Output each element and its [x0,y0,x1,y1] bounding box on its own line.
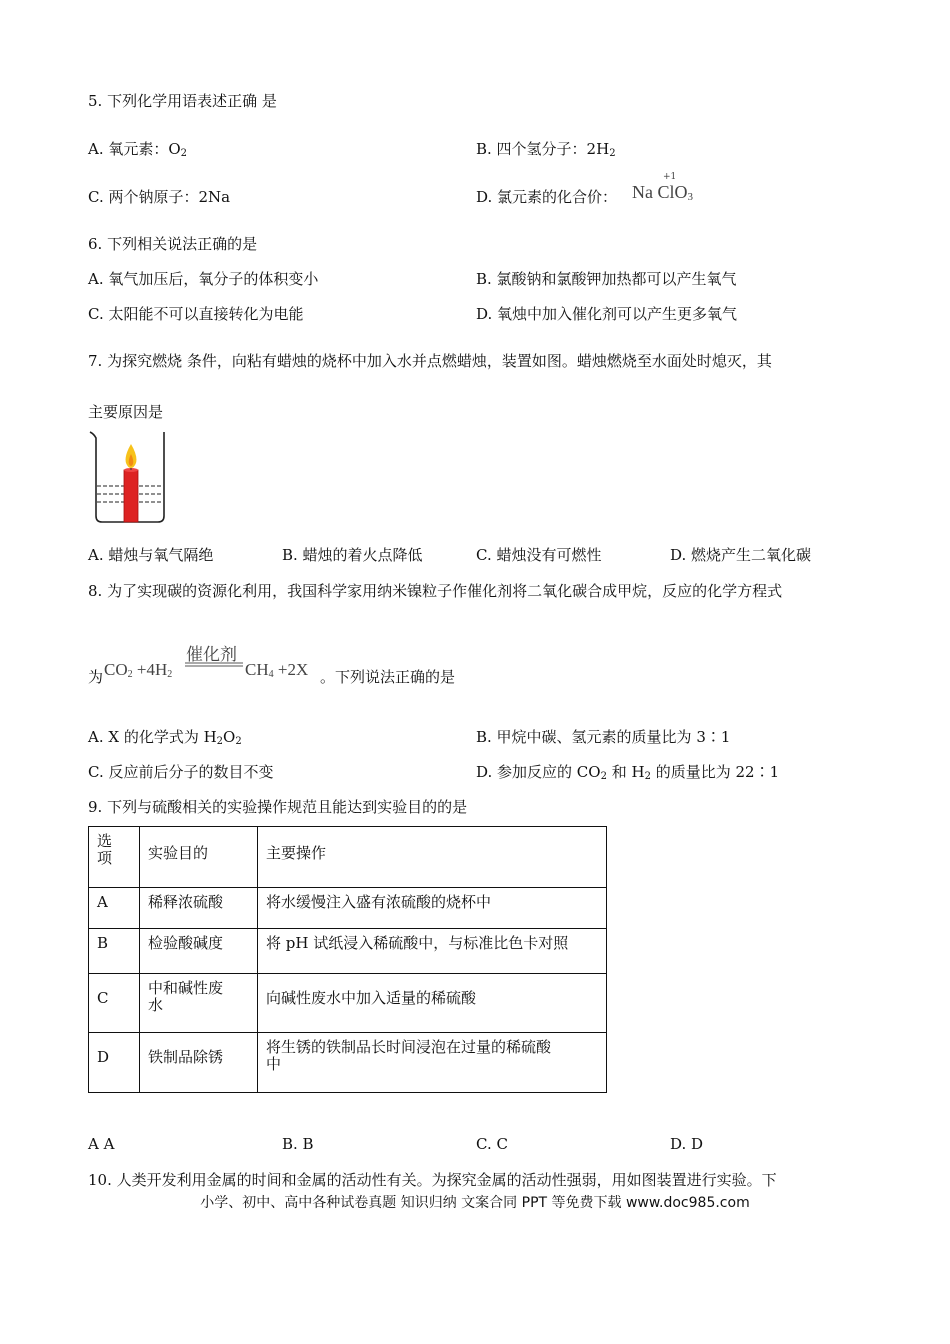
table-cell: C [89,974,140,1033]
table-cell: D [89,1033,140,1093]
q10-stem: 10. 人类开发利用金属的时间和金属的活动性有关。为探究金属的活动性强弱，用如图装置进行实验。下 [88,1171,777,1189]
q9-table [88,826,607,1093]
table-cell: A [89,888,140,929]
q5-option-d: D. 氯元素的化合价： [476,188,618,206]
q7-option-b: B. 蜡烛的着火点降低 [282,546,423,564]
q8-option-a: A. X 的化学式为 $H_2O_2$ [88,728,242,747]
table-cell: 铁制品除锈 [140,1033,258,1093]
q6-option-d: D. 氧烛中加入催化剂可以产生更多氧气 [476,305,738,323]
q7-option-d: D. 燃烧产生二氧化碳 [670,546,812,564]
reaction-arrow [185,662,243,668]
q7-option-c: C. 蜡烛没有可燃性 [476,546,602,564]
table-cell: 稀释浓硫酸 [140,888,258,929]
q5-stem: 5. 下列化学用语表述正确 是 [88,92,277,110]
table-header-cell: 选 项 [89,827,140,888]
table-cell: B [89,929,140,974]
q8-stem-line1: 8. 为了实现碳的资源化利用，我国科学家用纳米镍粒子作催化剂将二氧化碳合成甲烷，反应的化学方程式 [88,582,783,600]
q8-equation: 为 $CO_2 +4H_2$ 催化剂 $CH_4 +2X$ 。下列说法正确的是 [88,640,608,700]
table-cell: 向碱性废水中加入适量的稀硫酸 [258,974,607,1033]
catalyst-label: 催化剂 [186,645,237,664]
q6-option-b: B. 氯酸钠和氯酸钾加热都可以产生氧气 [476,270,737,288]
table-cell: 将 pH 试纸浸入稀硫酸中，与标准比色卡对照 [258,929,607,974]
q5-option-c: C. 两个钠原子：2Na [88,188,231,206]
table-row [89,929,607,974]
q9-stem: 9. 下列与硫酸相关的实验操作规范且能达到实验目的的是 [88,798,468,816]
q9-option-d: D. D [670,1135,704,1153]
page-footer: 小学、初中、高中各种试卷真题 知识归纳 文案合同 PPT 等免费下载 www.doc985.com [200,1195,750,1211]
table-cell: 中和碱性废 水 [140,974,258,1033]
table-row [89,974,607,1033]
table-header-cell: 实验目的 [140,827,258,888]
q7-stem-line1: 7. 为探究燃烧 条件，向粘有蜡烛的烧杯中加入水并点燃蜡烛，装置如图。蜡烛燃烧至水面处时熄灭，其 [88,352,772,370]
beaker-candle-figure [86,428,172,526]
q6-option-c: C. 太阳能不可以直接转化为电能 [88,305,304,323]
table-cell: 将水缓慢注入盛有浓硫酸的烧杯中 [258,888,607,929]
q7-stem-line2: 主要原因是 [88,403,164,421]
table-row [89,1033,607,1093]
chlorate-valence-formula: +1 Na ClO$_3$ [632,172,693,203]
q9-option-b: B. B [282,1135,314,1153]
q6-option-a: A. 氧气加压后，氧分子的体积变小 [88,270,319,288]
q8-option-c: C. 反应前后分子的数目不变 [88,763,274,781]
table-cell: 检验酸碱度 [140,929,258,974]
q9-option-a: A A [88,1135,115,1153]
table-cell: 将生锈的铁制品长时间浸泡在过量的稀硫酸 中 [258,1033,607,1093]
q8-option-d: D. 参加反应的 $CO_2$ 和 $H_2$ 的质量比为 22∶1 [476,763,780,782]
q6-stem: 6. 下列相关说法正确的是 [88,235,258,253]
q9-option-c: C. C [476,1135,508,1153]
q7-option-a: A. 蜡烛与氧气隔绝 [88,546,214,564]
q5-option-b: B. 四个氢分子：$2H_2$ [476,140,616,159]
table-header-cell: 主要操作 [258,827,607,888]
q5-option-a: A. 氧元素：$O_2$ [88,140,188,159]
table-header-row [89,827,607,888]
q8-option-b: B. 甲烷中碳、氢元素的质量比为 3∶1 [476,728,731,746]
table-row [89,888,607,929]
